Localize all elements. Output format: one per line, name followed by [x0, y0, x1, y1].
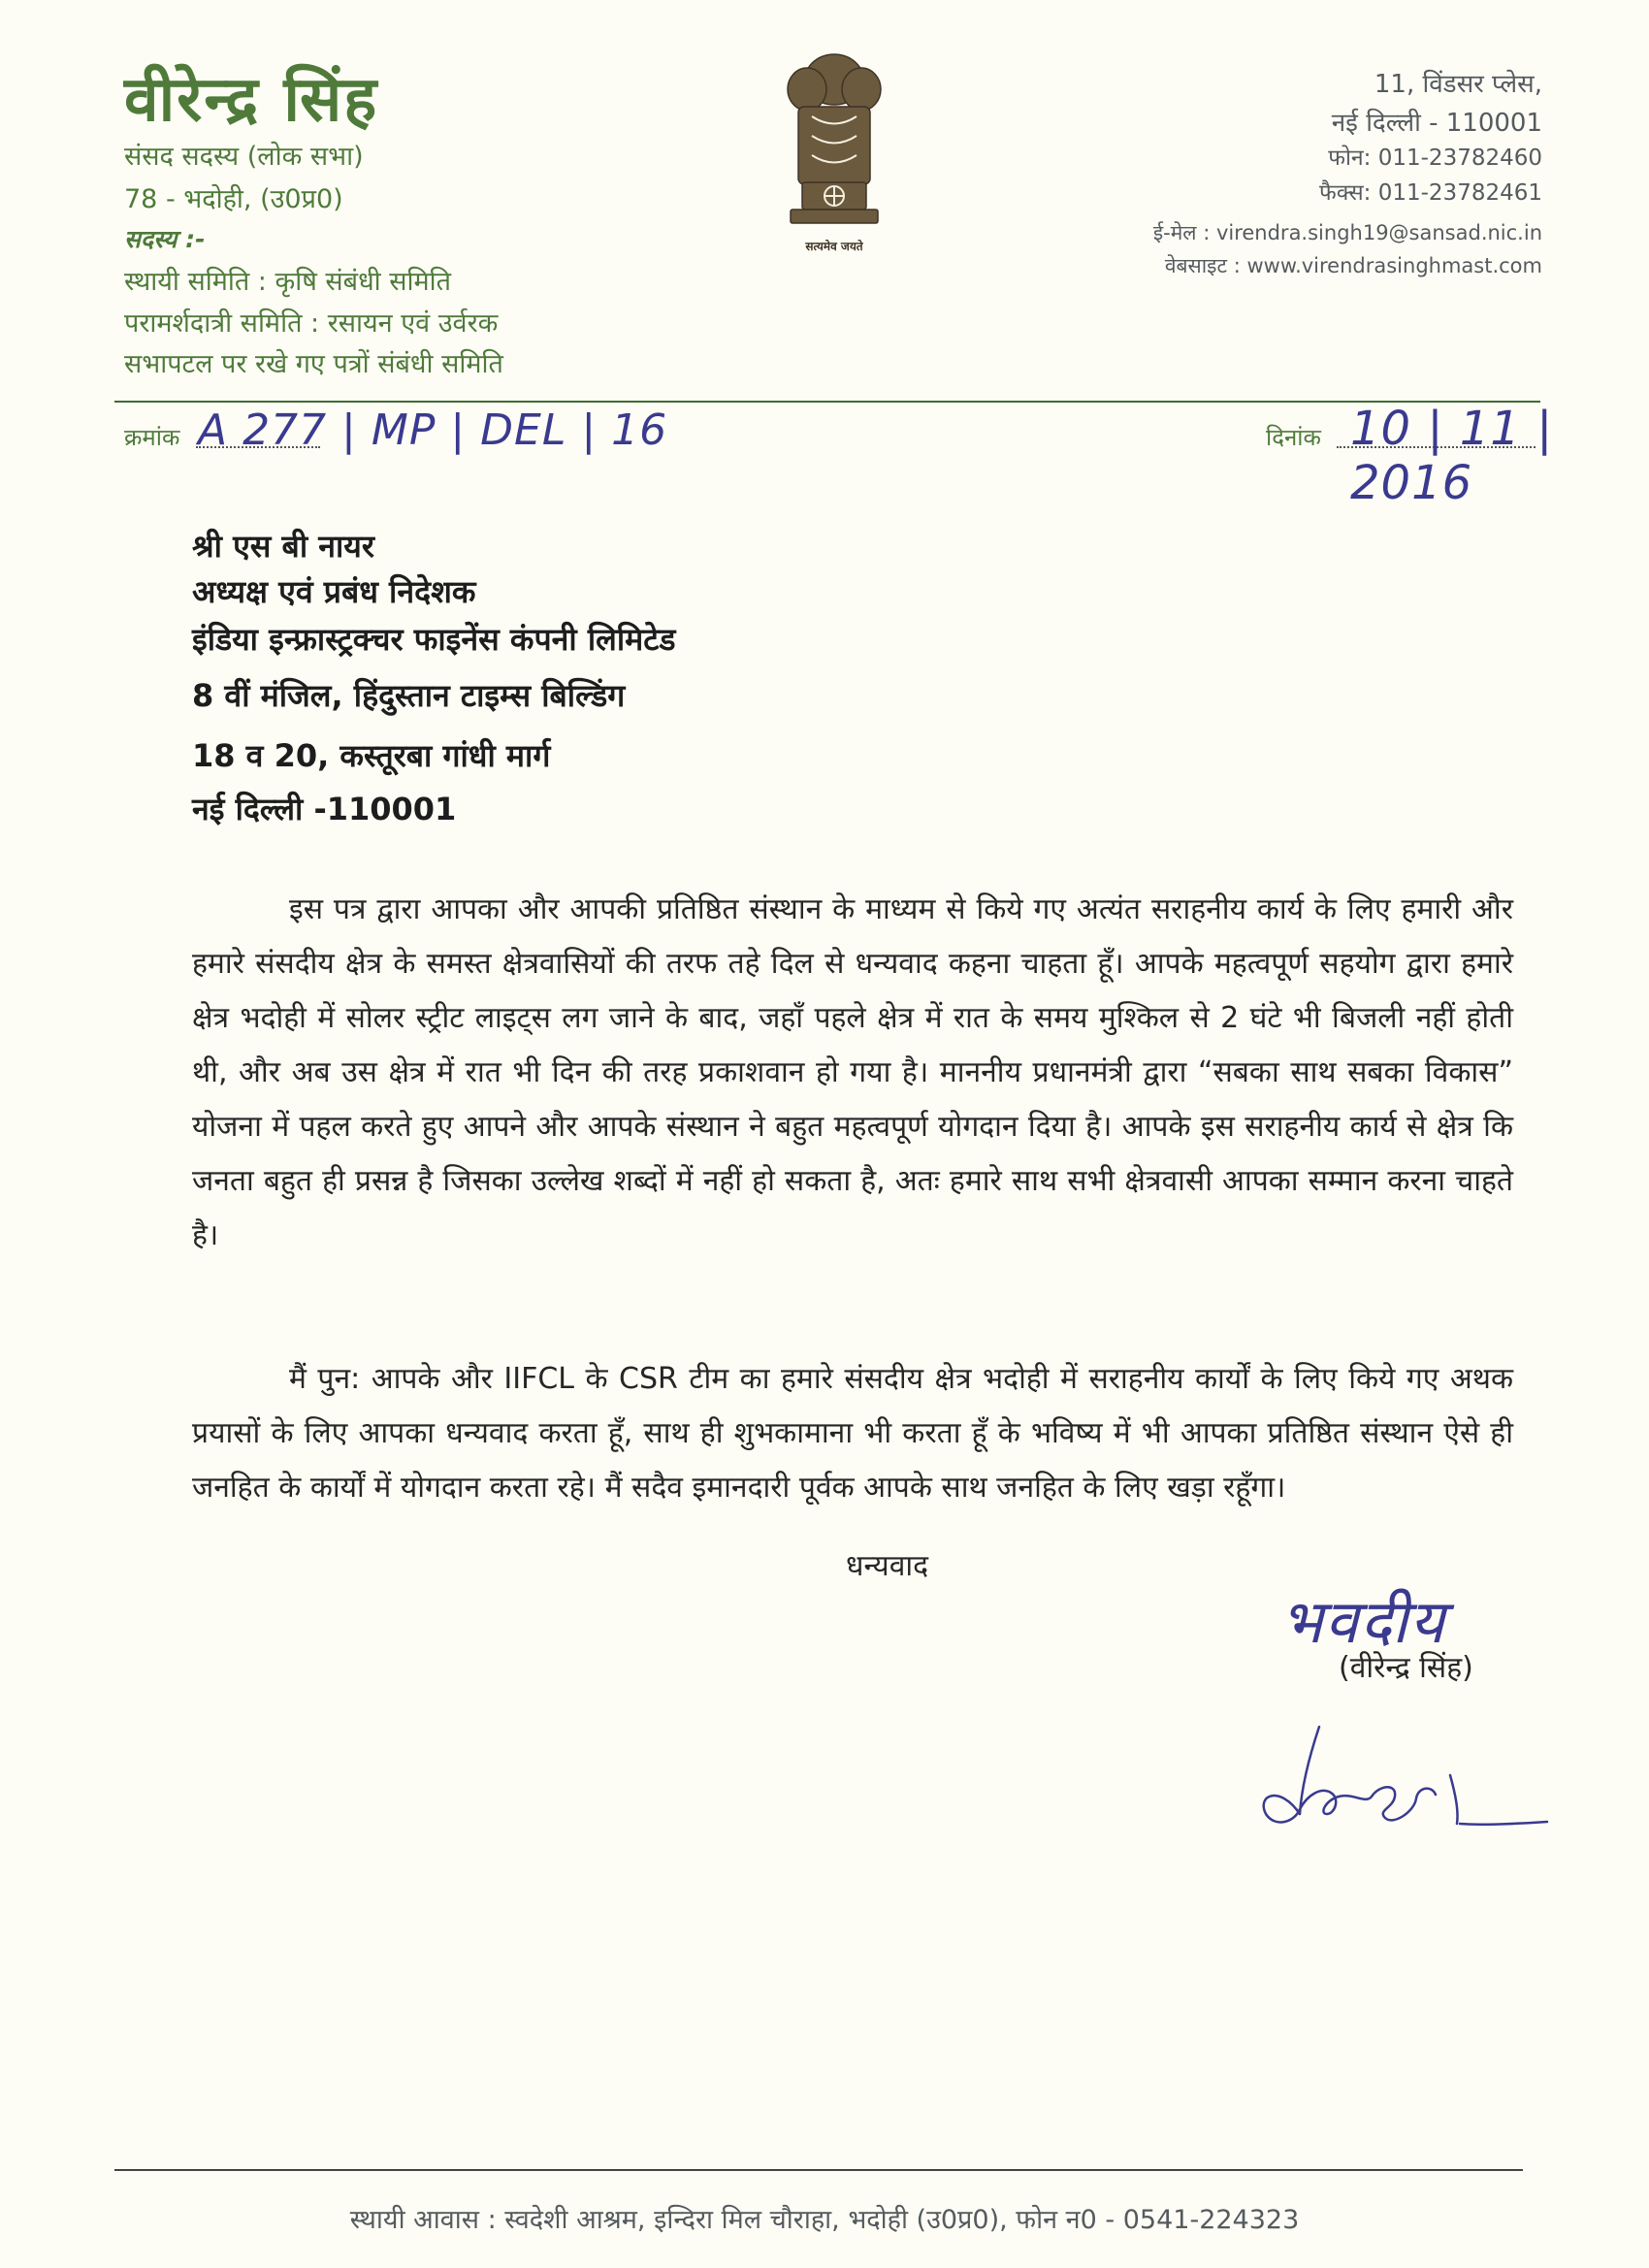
header-divider: [114, 401, 1540, 403]
addressee-company: इंडिया इन्फ्रास्ट्रक्चर फाइनेंस कंपनी लिमिटेड: [192, 621, 676, 658]
footer-divider: [114, 2169, 1523, 2171]
addressee-street: 18 व 20, कस्तूरबा गांधी मार्ग: [192, 737, 551, 774]
date-label: दिनांक: [1266, 424, 1321, 451]
body-paragraph: इस पत्र द्वारा आपका और आपकी प्रतिष्ठित संस्थान के माध्यम से किये गए अत्यंत सराहनीय कार्य के लिए हमारी और हमारे संसदीय क्षेत्र के समस्त क्षेत्रवासियों की तरफ तहे दिल से धन्यवाद कहना चाहता हूँ। आपके महत्वपूर्ण सहयोग द्वारा हमारे क्षेत्र भदोही में सोलर स्ट्रीट लाइट्स लग जाने के बाद, जहाँ पहले क्षेत्र में रात के समय मुश्किल से 2 घंटे भी बिजली नहीं होती थी, और अब उस क्षेत्र में रात भी दिन की तरह प्रकाशवान हो गया है। माननीय प्रधानमंत्री द्वारा “सबका साथ सबका विकास” योजना में पहल करते हुए आपने और आपके संस्थान ने बहुत महत्वपूर्ण योगदान दिया है। आपके इस सराहनीय कार्य से क्षेत्र कि जनता बहुत ही प्रसन्न है जिसका उल्लेख शब्दों में नहीं हो सकता है, अतः हमारे साथ सभी क्षेत्रवासी आपका सम्मान करना चाहते है।: [192, 892, 1513, 1252]
reference-label: क्रमांक: [124, 424, 180, 451]
mp-title: संसद सदस्य (लोक सभा): [124, 142, 364, 172]
mp-constituency: 78 - भदोही, (उ0प्र0): [124, 184, 343, 214]
office-address-line: नई दिल्ली - 110001: [1331, 109, 1542, 138]
committee-item: स्थायी समिति : कृषि संबंधी समिति: [124, 267, 452, 297]
office-fax: फैक्स: 011-23782461: [1318, 180, 1542, 206]
letterhead-name: वीरेन्द्र सिंह: [124, 64, 379, 136]
addressee-city: नई दिल्ली -110001: [192, 791, 457, 827]
office-website: वेबसाइट : www.virendrasinghmast.com: [1164, 254, 1542, 277]
national-emblem-icon: [761, 39, 907, 262]
addressee-name: श्री एस बी नायर: [192, 528, 374, 565]
office-phone: फोन: 011-23782460: [1328, 146, 1542, 171]
reference-number: A 277 | MP | DEL | 16: [198, 405, 668, 455]
emblem-motto: सत्यमेव जयते: [805, 240, 863, 253]
committee-item: सभापटल पर रखे गए पत्रों संबंधी समिति: [124, 349, 503, 379]
closing-text: धन्यवाद: [846, 1549, 929, 1583]
signatory-name: (वीरेन्द्र सिंह): [1339, 1651, 1473, 1685]
committee-item: परामर्शदात्री समिति : रसायन एवं उर्वरक: [124, 308, 499, 339]
office-address-line: 11, विंडसर प्लेस,: [1374, 70, 1542, 99]
body-paragraph: मैं पुन: आपके और IIFCL के CSR टीम का हमारे संसदीय क्षेत्र भदोही में सराहनीय कार्यों के लिए किये गए अथक प्रयासों के लिए आपका धन्यवाद करता हूँ, साथ ही शुभकामाना भी करता हूँ के भविष्य में भी आपका प्रतिष्ठित संस्थान ऐसे ही जनहित के कार्यों में योगदान करता रहे। मैं सदैव इमानदारी पूर्वक आपके साथ जनहित के लिए खड़ा रहूँगा।: [192, 1362, 1513, 1505]
office-email: ई-मेल : virendra.singh19@sansad.nic.in: [1152, 221, 1542, 244]
addressee-designation: अध्यक्ष एवं प्रबंध निदेशक: [192, 573, 476, 610]
signature-icon: [1251, 1717, 1552, 1833]
handwritten-salutation: भवदीय: [1280, 1586, 1446, 1657]
addressee-floor: 8 वीं मंजिल, हिंदुस्तान टाइम्स बिल्डिंग: [192, 677, 626, 714]
letter-date: 10 | 11 | 2016: [1350, 402, 1554, 510]
member-label: सदस्य :-: [124, 225, 206, 253]
permanent-address: स्थायी आवास : स्वदेशी आश्रम, इन्दिरा मिल चौराहा, भदोही (उ0प्र0), फोन न0 - 0541-224323: [349, 2205, 1300, 2235]
